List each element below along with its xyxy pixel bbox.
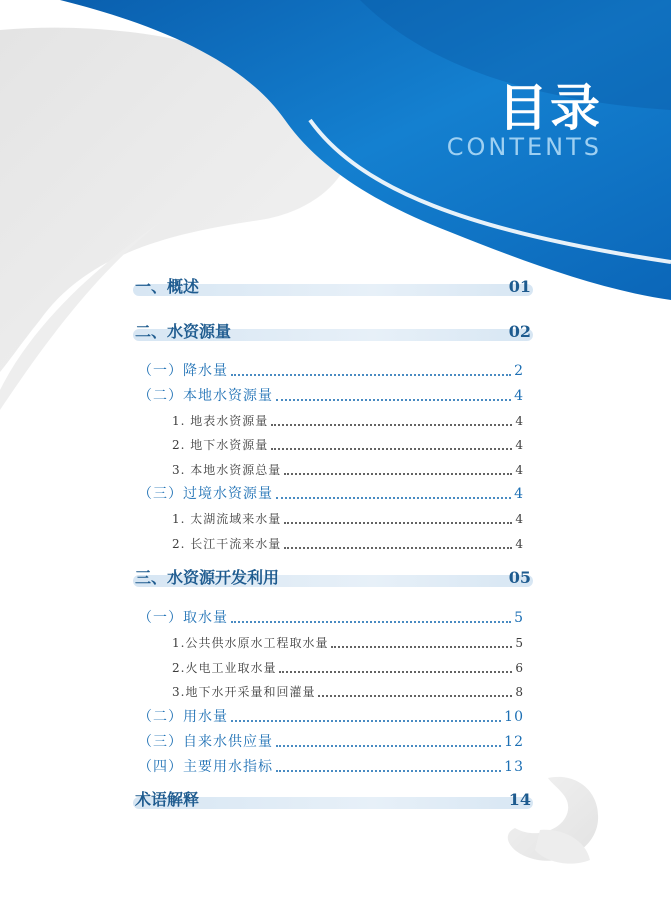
dot-leader: [276, 745, 501, 747]
toc-entry[interactable]: [138, 482, 524, 504]
page-subtitle: CONTENTS: [446, 133, 602, 161]
chapter-page: 05: [508, 568, 531, 587]
entry-title: 3. 本地水资源总量: [172, 463, 282, 477]
entry-page: 4: [514, 388, 524, 404]
entry-page: 4: [515, 463, 524, 477]
dot-leader: [276, 399, 511, 401]
dot-leader: [271, 424, 512, 426]
entry-title: 2. 长江干流来水量: [172, 537, 282, 551]
toc-entry[interactable]: [138, 755, 524, 777]
dot-leader: [284, 522, 512, 524]
entry-title: 2. 地下水资源量: [172, 438, 269, 452]
toc-chapter-water-resources[interactable]: [133, 321, 533, 345]
entry-title: （一）降水量: [138, 363, 228, 379]
entry-title: 1. 地表水资源量: [172, 414, 269, 428]
dot-leader: [271, 448, 512, 450]
toc-entry[interactable]: [172, 532, 524, 554]
toc-entry[interactable]: [172, 631, 524, 653]
toc-entry[interactable]: [138, 606, 524, 628]
entry-page: 4: [515, 537, 524, 551]
toc-chapter-glossary[interactable]: [133, 789, 533, 813]
chapter-page: 02: [508, 322, 531, 341]
dot-leader: [331, 646, 512, 648]
entry-title: （三）过境水资源量: [138, 486, 273, 502]
entry-page: 2: [514, 363, 524, 379]
toc-entry[interactable]: [138, 384, 524, 406]
toc-entry[interactable]: [172, 433, 524, 455]
dot-leader: [231, 621, 511, 623]
entry-title: 3.地下水开采量和回灌量: [172, 685, 316, 699]
dot-leader: [231, 720, 501, 722]
chapter-page: 01: [508, 277, 531, 296]
entry-title: （三）自来水供应量: [138, 734, 273, 750]
chapter-title: 一、概述: [135, 277, 200, 296]
entry-page: 12: [504, 734, 524, 750]
entry-page: 5: [515, 636, 524, 650]
entry-page: 4: [515, 512, 524, 526]
entry-page: 10: [504, 709, 524, 725]
toc-chapter-development-use[interactable]: [133, 567, 533, 591]
chapter-page: 14: [508, 790, 531, 809]
entry-page: 4: [515, 438, 524, 452]
toc-entry[interactable]: [138, 730, 524, 752]
dot-leader: [276, 497, 511, 499]
toc-chapter-overview[interactable]: [133, 276, 533, 300]
entry-page: 4: [514, 486, 524, 502]
entry-title: （四）主要用水指标: [138, 759, 273, 775]
dot-leader: [318, 695, 512, 697]
entry-page: 4: [515, 414, 524, 428]
toc-entry[interactable]: [172, 656, 524, 678]
toc-entry[interactable]: [172, 507, 524, 529]
toc-entry[interactable]: [138, 705, 524, 727]
entry-title: （二）用水量: [138, 709, 228, 725]
page-title: 目录: [498, 79, 602, 137]
entry-page: 5: [514, 610, 524, 626]
chapter-title: 术语解释: [135, 790, 200, 809]
dot-leader: [276, 770, 501, 772]
toc-entry[interactable]: [172, 458, 524, 480]
entry-title: 2.火电工业取水量: [172, 661, 277, 675]
dot-leader: [284, 547, 512, 549]
chapter-title: 二、水资源量: [135, 322, 232, 341]
entry-title: （一）取水量: [138, 610, 228, 626]
toc-entry[interactable]: [172, 680, 524, 702]
entry-page: 6: [515, 661, 524, 675]
toc-entry[interactable]: [138, 359, 524, 381]
dot-leader: [231, 374, 511, 376]
toc-entry[interactable]: [172, 409, 524, 431]
dot-leader: [279, 671, 512, 673]
dot-leader: [284, 473, 512, 475]
entry-title: （二）本地水资源量: [138, 388, 273, 404]
entry-page: 8: [515, 685, 524, 699]
chapter-title: 三、水资源开发利用: [135, 568, 280, 587]
entry-title: 1.公共供水原水工程取水量: [172, 636, 329, 650]
entry-page: 13: [504, 759, 524, 775]
entry-title: 1. 太湖流域来水量: [172, 512, 282, 526]
